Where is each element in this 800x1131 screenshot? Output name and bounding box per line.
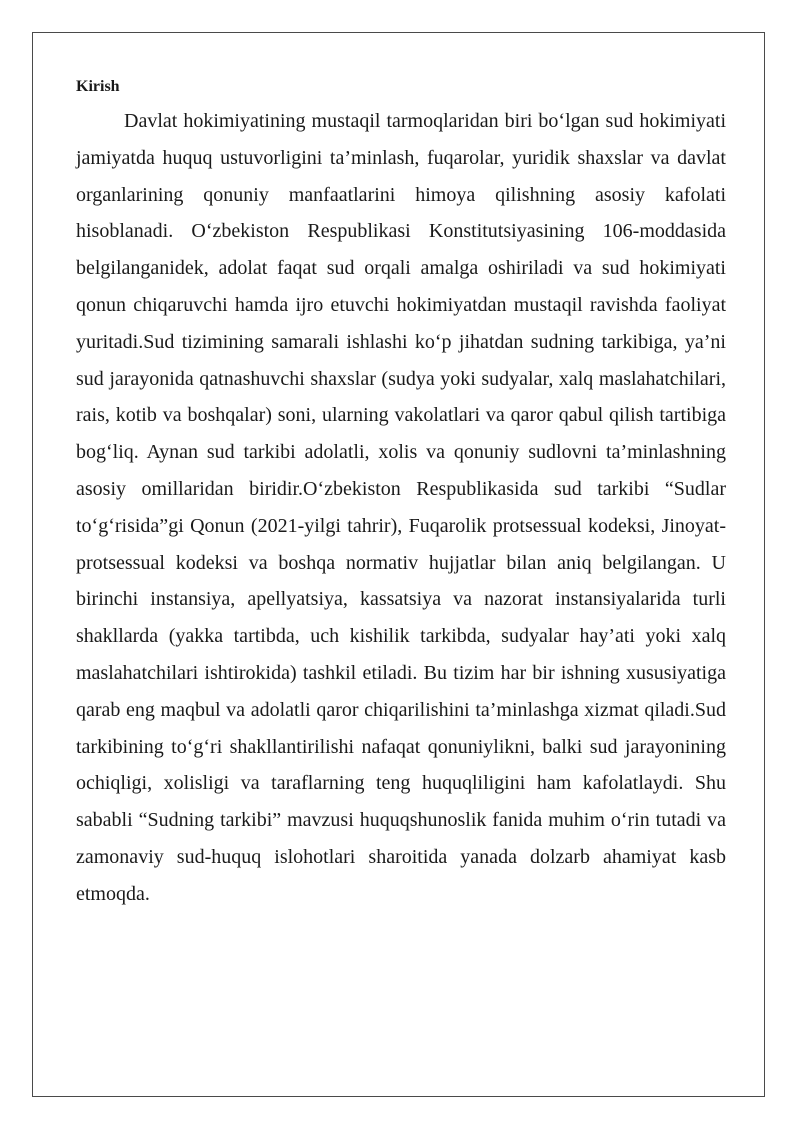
page-frame <box>32 32 765 1097</box>
body-paragraph: Davlat hokimiyatining mustaqil tarmoqlaridan biri bo‘lgan sud hokimiyati jamiyatda huquq ustuvorligini ta’minlash, fuqarolar, yuridik shaxslar va davlat organlarining qonuniy manfaatlarini himoya qilishning asosiy kafolati hisoblanadi. O‘zbekiston Respublikasi Konstitutsiyasining 106-moddasida belgilanganidek, adolat faqat sud orqali amalga oshiriladi va sud hokimiyati qonun chiqaruvchi hamda ijro etuvchi hokimiyatdan mustaqil ravishda faoliyat yuritadi.Sud tizimining samarali ishlashi ko‘p jihatdan sudning tarkibiga, ya’ni sud jarayonida qatnashuvchi shaxslar (sudya yoki sudyalar, xalq maslahatchilari, rais, kotib va boshqalar) soni, ularning vakolatlari va qaror qabul qilish tartibiga bog‘liq. Aynan sud tarkibi adolatli, xolis va qonuniy sudlovni ta’minlashning asosiy omillaridan biridir.O‘zbekiston Respublikasida sud tarkibi “Sudlar to‘g‘risida”gi Qonun (2021-yilgi tahrir), Fuqarolik protsessual kodeksi, Jinoyat-protsessual kodeksi va boshqa normativ hujjatlar bilan aniq belgilangan. U birinchi instansiya, apellyatsiya, kassatsiya va nazorat instansiyalarida turli shakllarda (yakka tartibda, uch kishilik tarkibda, sudyalar hay’ati yoki xalq maslahatchilari ishtirokida) tashkil etiladi. Bu tizim har bir ishning xususiyatiga qarab eng maqbul va adolatli qaror chiqarilishini ta’minlashga xizmat qiladi.Sud tarkibining to‘g‘ri shakllantirilishi nafaqat qonuniylikni, balki sud jarayonining ochiqligi, xolisligi va taraflarning teng huquqliligini ham kafolatlaydi. Shu sababli “Sudning tarkibi” mavzusi huquqshunoslik fanida muhim o‘rin tutadi va zamonaviy sud-huquq islohotlari sharoitida yanada dolzarb ahamiyat kasb etmoqda. <box>76 110 726 905</box>
section-heading: Kirish <box>76 78 120 95</box>
document-content <box>76 77 726 913</box>
